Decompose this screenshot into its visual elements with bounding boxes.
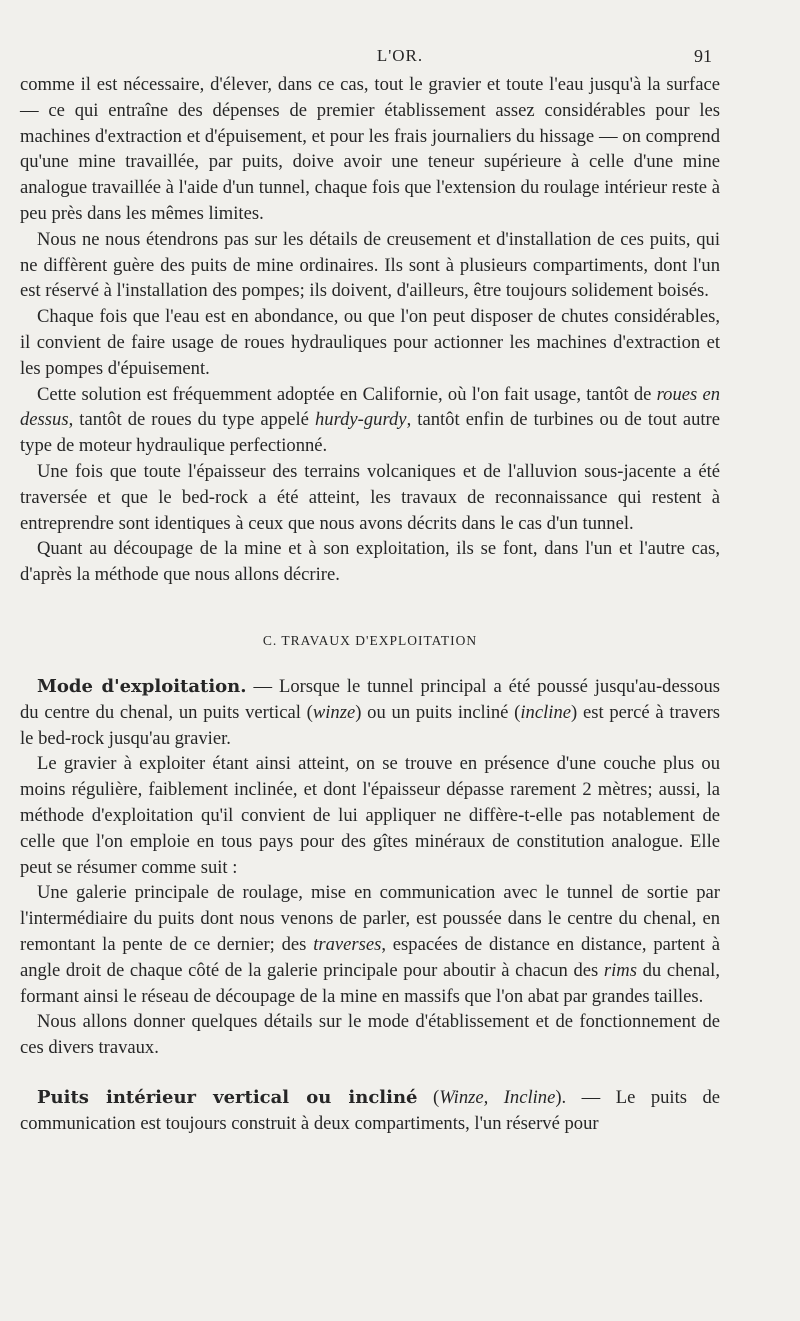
paragraph bbox=[20, 382, 720, 459]
text-run: — Lorsque le tunnel principal a été poussé jusqu'au-dessous du centre du chenal, un puits vertical ( bbox=[20, 675, 720, 723]
section-heading: C. TRAVAUX D'EXPLOITATION bbox=[262, 632, 478, 648]
text-run: , tantôt de roues du type appelé bbox=[68, 409, 315, 431]
spacer bbox=[20, 1061, 720, 1085]
paragraph: Le gravier à exploiter étant ainsi atteint, on se trouve en présence d'une couche plus ou moins régulière, faiblement inclinée, et dont l'épaisseur dépasse rarement 2 mètres; aussi, la méthode d'exploitation qu'il convient de lui appliquer ne diffère-t-elle pas notablement de celle que l'on emploie en tous pays pour des gîtes minéraux de constitution analogue. Elle peut se résumer comme suit : bbox=[20, 753, 720, 878]
page-body bbox=[20, 72, 720, 1136]
text-run: du chenal, formant ainsi le réseau de découpage de la mine en massifs que l'on abat par grandes tailles. bbox=[20, 959, 720, 1007]
italic-term: traverses bbox=[313, 933, 382, 955]
run-in-heading: Mode d'exploitation. bbox=[37, 675, 247, 697]
paragraph: Chaque fois que l'eau est en abondance, ou que l'on peut disposer de chutes considérables, il convient de faire usage de roues hydrauliques pour actionner les machines d'extraction et les pompes d'épuisement. bbox=[20, 306, 720, 379]
paragraph bbox=[20, 1085, 720, 1137]
paragraph bbox=[20, 674, 720, 751]
paragraph: Nous ne nous étendrons pas sur les détails de creusement et d'installation de ces puits, qui ne diffèrent guère des puits de mine ordinaires. Ils sont à plusieurs compartiments, dont l'un est réservé à l'installation des pompes; ils doivent, d'ailleurs, être toujours solidement boisés. bbox=[20, 228, 720, 302]
text-run: ) ou un puits incliné ( bbox=[355, 701, 521, 723]
italic-term: Winze, Incline bbox=[439, 1086, 556, 1108]
text-run: ( bbox=[417, 1086, 440, 1108]
text-run: , tantôt enfin de turbines ou de tout autre type de moteur hydraulique perfectionné. bbox=[20, 409, 720, 457]
text-run: , espacées de distance en distance, partent à angle droit de chaque côté de la galerie principale pour aboutir à chacun des bbox=[20, 933, 720, 981]
run-in-heading: Puits intérieur vertical ou incliné bbox=[37, 1086, 418, 1108]
page-number: 91 bbox=[694, 46, 712, 66]
italic-term: rims bbox=[603, 959, 637, 981]
italic-term: roues en dessus bbox=[20, 383, 721, 431]
paragraph: Une fois que toute l'épaisseur des terrains volcaniques et de l'alluvion sous-jacente a été traversée et que le bed-rock a été atteint, les travaux de reconnaissance qui restent à entreprendre sont identiques à ceux que nous avons décrits dans le cas d'un tunnel. bbox=[20, 460, 720, 534]
paragraph: comme il est nécessaire, d'élever, dans ce cas, tout le gravier et toute l'eau jusqu'à la surface — ce qui entraîne des dépenses de premier établissement assez considérables pour les machines d'extraction et d'épuisement, et pour les frais journaliers du hissage — on comprend qu'une mine travaillée, par puits, doive avoir une teneur supérieure à celle d'une mine analogue travaillée à l'aide d'un tunnel, chaque fois que l'extension du roulage intérieur reste à peu près dans les mêmes limites. bbox=[20, 74, 720, 224]
running-head bbox=[0, 44, 800, 74]
text-run: Une galerie principale de roulage, mise en communication avec le tunnel de sortie par l'intermédiaire du puits dont nous venons de parler, est poussée dans le centre du chenal, en remontant la pente de ce dernier; des bbox=[20, 882, 720, 955]
italic-term: incline bbox=[520, 701, 571, 723]
text-run: ). — Le puits de communication est toujours construit à deux compartiments, l'un réservé pour bbox=[20, 1086, 721, 1134]
running-title: L'OR. bbox=[376, 46, 424, 65]
italic-term: hurdy-gurdy bbox=[314, 409, 407, 431]
text-run: ) est percé à travers le bed-rock jusqu'au gravier. bbox=[20, 701, 721, 749]
paragraph: Nous allons donner quelques détails sur le mode d'établissement et de fonctionnement de ces divers travaux. bbox=[20, 1011, 720, 1059]
paragraph bbox=[20, 880, 720, 1009]
italic-term: winze bbox=[312, 701, 356, 723]
text-run: Cette solution est fréquemment adoptée en Californie, où l'on fait usage, tantôt de bbox=[37, 383, 657, 405]
paragraph: Quant au découpage de la mine et à son exploitation, ils se font, dans l'un et l'autre cas, d'après la méthode que nous allons décrire. bbox=[20, 538, 720, 586]
